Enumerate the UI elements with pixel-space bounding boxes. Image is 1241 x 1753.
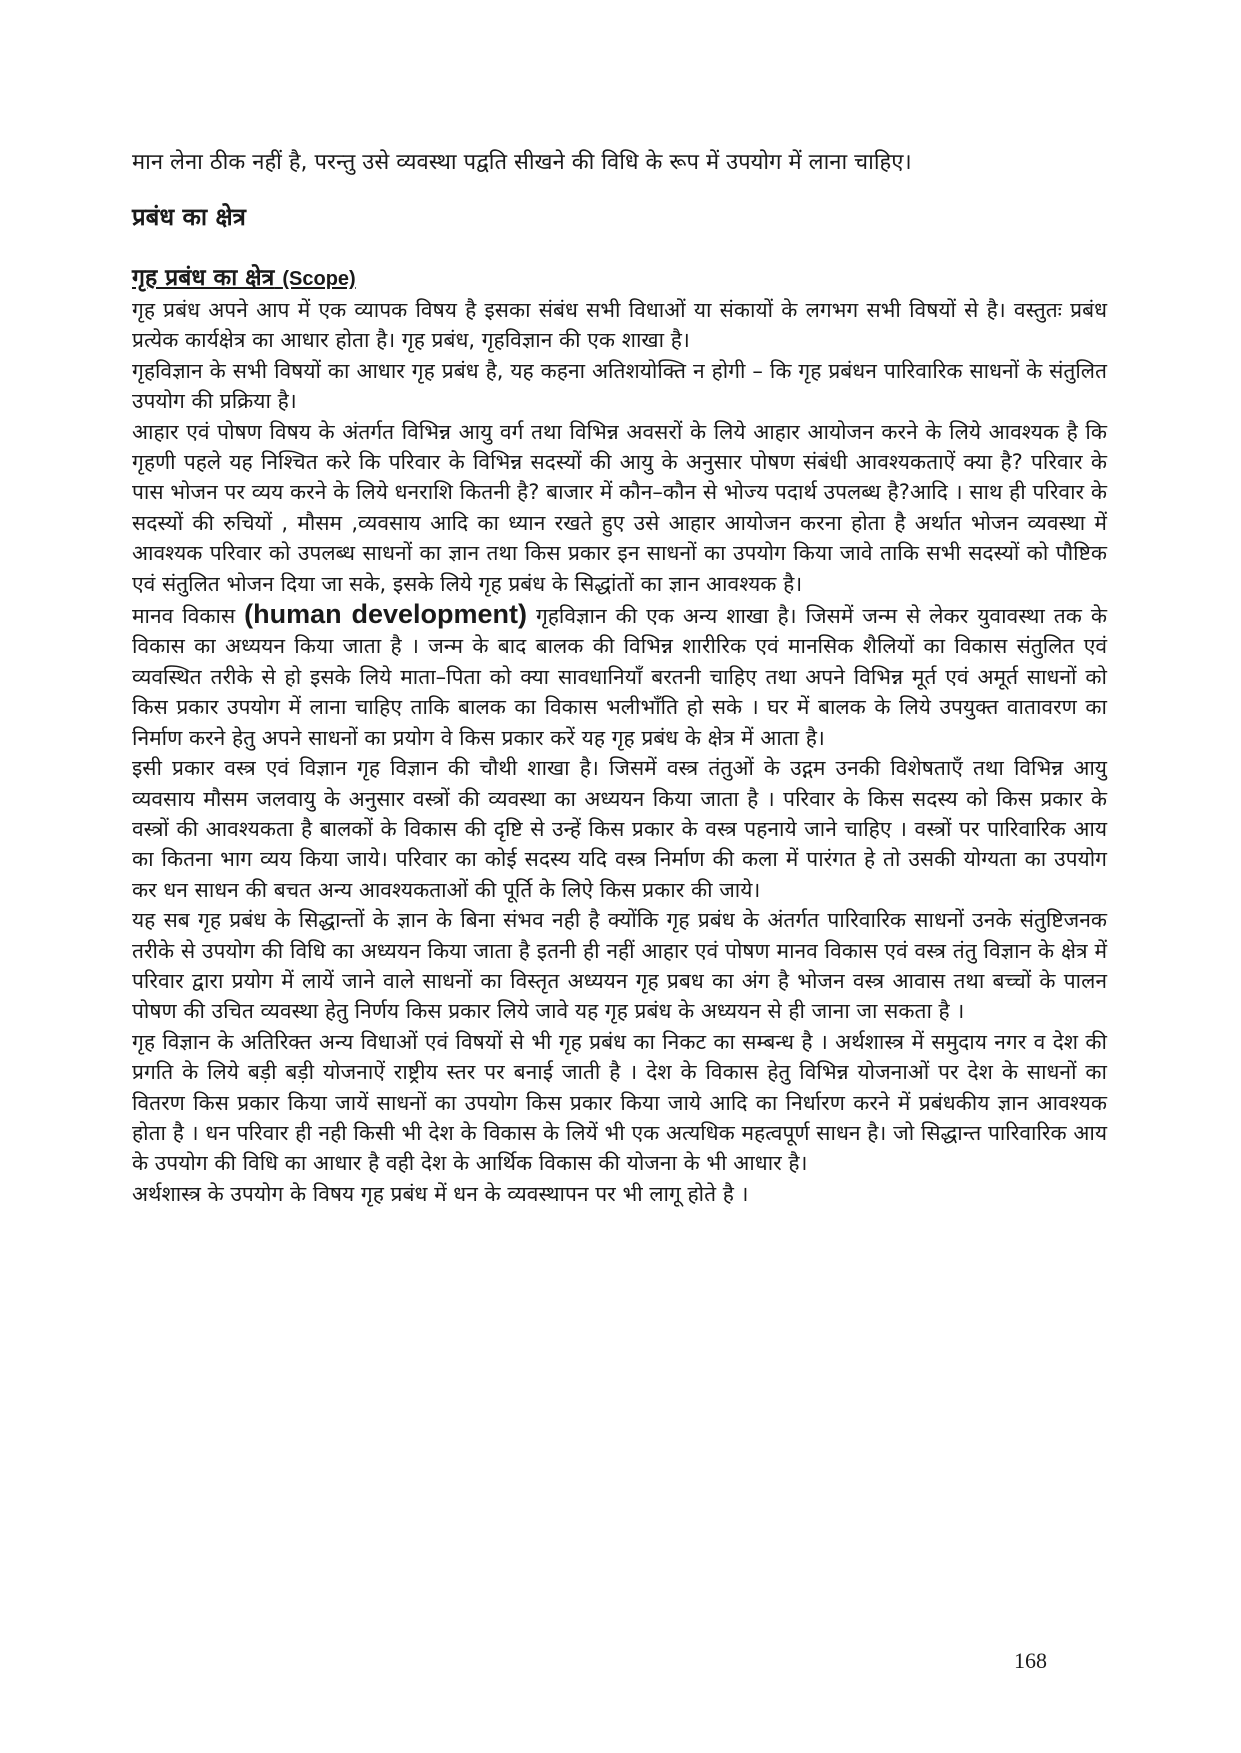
- section-heading: प्रबंध का क्षेत्र: [132, 203, 246, 231]
- hd-after: गृहविज्ञान की एक अन्य शाखा है। जिसमें जन्म से लेकर युवावस्था तक के विकास का अध्ययन किया जाता है । जन्म के बाद बालक की विभिन्न शारीरिक एवं मानसिक शैलियों का विकास संतुलित एवं व्यवस्थित तरीके से हो इसके लिये माता–पिता को क्या सावधानियाँ बरतनी चाहिए तथा अपने विभिन्न मूर्त एवं अमूर्त साधनों को किस प्रकार उपयोग में लाना चाहिए ताकि बालक का विकास भलीभाँति हो सके । घर में बालक के लिये उपयुक्त वातावरण का निर्माण करने हेतु अपने साधनों का प्रयोग वे किस प्रकार करें यह गृह प्रबंध के क्षेत्र में आता है।: [132, 604, 1107, 750]
- subsection-heading-latin: (Scope): [282, 268, 356, 290]
- paragraph-principles: यह सब गृह प्रबंध के सिद्धान्तों के ज्ञान के बिना संभव नही है क्योंकि गृह प्रबंध के अंतर्गत पारिवारिक साधनों उनके संतुष्टिजनक तरीके से उपयोग की विधि का अध्ययन किया जाता है इतनी ही नहीं आहार एवं पोषण मानव विकास एवं वस्त्र तंतु विज्ञान के क्षेत्र में परिवार द्वारा प्रयोग में लायें जाने वाले साधनों का विस्तृत अध्ययन गृह प्रबध का अंग है भोजन वस्त्र आवास तथा बच्चों के पालन पोषण की उचित व्यवस्था हेतु निर्णय किस प्रकार लिये जावे यह गृह प्रबंध के अध्ययन से ही जाना जा सकता है ।: [132, 908, 1107, 1024]
- hd-before: मानव विकास: [132, 604, 245, 629]
- subsection-heading-text: गृह प्रबंध का क्षेत्र: [132, 265, 275, 291]
- hd-emphasis: (human development): [244, 599, 527, 630]
- paragraph-nutrition: आहार एवं पोषण विषय के अंतर्गत विभिन्न आयु वर्ग तथा विभिन्न अवसरों के लिये आहार आयोजन करने के लिये आवश्यक है कि गृहणी पहले यह निश्चित करे कि परिवार के विभिन्न सदस्यों की आयु के अनुसार पोषण संबंधी आवश्यकताऐं क्या है? परिवार के पास भोजन पर व्यय करने के लिये धनराशि कितनी है? बाजार में कौन–कौन से भोज्य पदार्थ उपलब्ध है?आदि । साथ ही परिवार के सदस्यों की रुचियों , मौसम ,व्यवसाय आदि का ध्यान रखते हुए उसे आहार आयोजन करना होता है अर्थात भोजन व्यवस्था में आवश्यक परिवार को उपलब्ध साधनों का ज्ञान तथा किस प्रकार इन साधनों का उपयोग किया जावे ताकि सभी सदस्यों को पौष्टिक एवं संतुलित भोजन दिया जा सके, इसके लिये गृह प्रबंध के सिद्धांतों का ज्ञान आवश्यक है।: [132, 419, 1107, 596]
- page-number: 168: [1014, 1648, 1047, 1673]
- paragraph-human-development: [132, 599, 1107, 753]
- paragraph-economics: गृह विज्ञान के अतिरिक्त अन्य विधाओं एवं विषयों से भी गृह प्रबंध का निकट का सम्बन्ध है । अर्थशास्त्र में समुदाय नगर व देश की प्रगति के लिये बड़ी बड़ी योजनाऐं राष्ट्रीय स्तर पर बनाई जाती है । देश के विकास हेतु विभिन्न योजनाओं पर देश के साधनों का वितरण किस प्रकार किया जायें साधनों का उपयोग किस प्रकार किया जाये आदि का निर्धारण करने में प्रबंधकीय ज्ञान आवश्यक होता है । धन परिवार ही नही किसी भी देश के विकास के लियें भी एक अत्यधिक महत्वपूर्ण साधन है। जो सिद्धान्त पारिवारिक आय के उपयोग की विधि का आधार है वही देश के आर्थिक विकास की योजना के भी आधार है।: [132, 1029, 1107, 1176]
- page-content: [132, 140, 1107, 1209]
- subsection-heading: [132, 262, 1107, 295]
- intro-paragraph: मान लेना ठीक नहीं है, परन्तु उसे व्यवस्था पद्वति सीखने की विधि के रूप में उपयोग में लाना चाहिए।: [132, 150, 912, 175]
- paragraph-scope: गृह प्रबंध अपने आप में एक व्यापक विषय है इसका संबंध सभी विधाओं या संकायों के लगभग सभी विषयों से है। वस्तुतः प्रबंध प्रत्येक कार्यक्षेत्र का आधार होता है। गृह प्रबंध, गृहविज्ञान की एक शाखा है।: [132, 298, 1107, 353]
- paragraph-textiles: इसी प्रकार वस्त्र एवं विज्ञान गृह विज्ञान की चौथी शाखा है। जिसमें वस्त्र तंतुओं के उद्गम उनकी विशेषताएँ तथा विभिन्न आयु व्यवसाय मौसम जलवायु के अनुसार वस्त्रों की व्यवस्था का अध्ययन किया जाता है । परिवार के किस सदस्य को किस प्रकार के वस्त्रों की आवश्यकता है बालकों के विकास की दृष्टि से उन्हें किस प्रकार के वस्त्र पहनाये जाने चाहिए । वस्त्रों पर पारिवारिक आय का कितना भाग व्यय किया जाये। परिवार का कोई सदस्य यदि वस्त्र निर्माण की कला में पारंगत हे तो उसकी योग्यता का उपयोग कर धन साधन की बचत अन्य आवश्यकताओं की पूर्ति के लिऐ किस प्रकार की जाये।: [132, 756, 1108, 902]
- paragraph-basis: गृहविज्ञान के सभी विषयों का आधार गृह प्रबंध है, यह कहना अतिशयोक्ति न होगी – कि गृह प्रबंधन पारिवारिक साधनों के संतुलित उपयोग की प्रक्रिया है।: [132, 358, 1107, 414]
- paragraph-final: अर्थशास्त्र के उपयोग के विषय गृह प्रबंध में धन के व्यवस्थापन पर भी लागू होते है ।: [132, 1181, 749, 1206]
